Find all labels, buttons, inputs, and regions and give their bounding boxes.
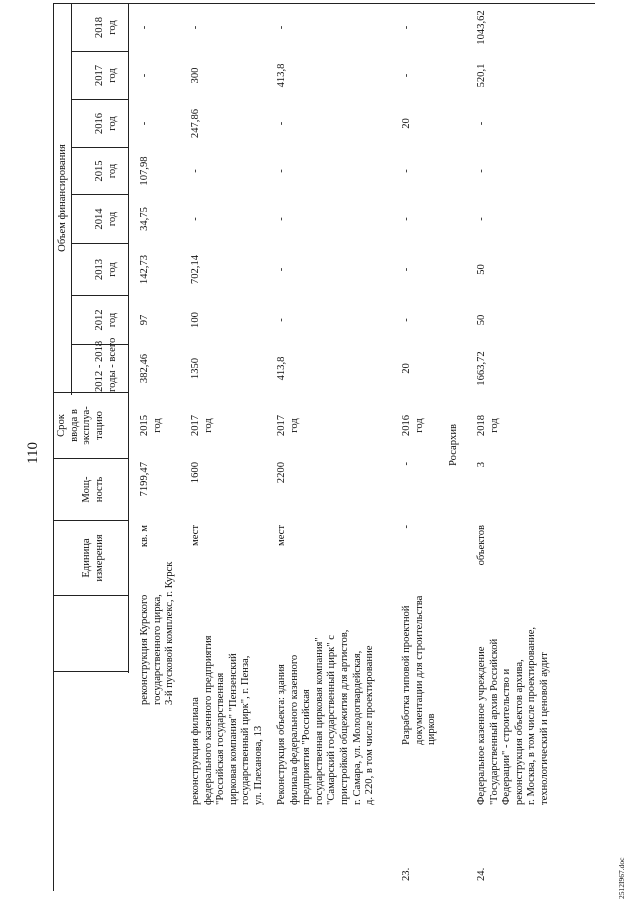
header-year-2014: 2014 год bbox=[94, 208, 118, 230]
page-number: 110 bbox=[25, 442, 41, 464]
row-year-2013: 702,14 bbox=[190, 254, 201, 285]
row-total: 1663,72 bbox=[476, 351, 487, 386]
row-total: 413,8 bbox=[276, 356, 287, 381]
header-year-2015: 2015 год bbox=[94, 160, 118, 182]
row-year-2017: 413,8 bbox=[276, 63, 287, 88]
row-deadline: 2017 год bbox=[276, 414, 300, 437]
row-deadline: 2017 год bbox=[190, 414, 214, 437]
row-year-2015: - bbox=[476, 169, 487, 173]
row-year-2016: - bbox=[476, 121, 487, 126]
row-unit: - bbox=[401, 525, 412, 529]
row-total: 382,46 bbox=[139, 353, 150, 384]
row-year-2016: - bbox=[139, 121, 150, 126]
row-name: Федеральное казенное учреждение "Государственный архив Российской Федерации" - строительство и реконструкция объектов архива, г. Москва, в том числе проектирование, технологический и ценовой аудит bbox=[476, 626, 550, 805]
row-year-2017: - bbox=[401, 73, 412, 78]
header-year-2013: 2013 год bbox=[94, 258, 118, 281]
row-unit: кв. м bbox=[139, 525, 150, 548]
row-year-2016: 247,86 bbox=[190, 108, 201, 139]
row-total: 20 bbox=[401, 363, 412, 374]
row-deadline: 2015 год bbox=[139, 414, 163, 437]
header-total: 2012 - 2018 годы - всего bbox=[94, 337, 118, 392]
row-year-2012: 97 bbox=[139, 314, 150, 326]
row-capacity: 3 bbox=[476, 462, 487, 468]
row-year-2014: - bbox=[190, 217, 201, 221]
row-year-2013: - bbox=[276, 267, 287, 272]
row-year-2018: - bbox=[139, 25, 150, 30]
row-year-2017: 300 bbox=[190, 67, 201, 84]
row-year-2012: - bbox=[276, 318, 287, 322]
row-capacity: - bbox=[401, 462, 412, 466]
row-capacity: 2200 bbox=[276, 462, 287, 484]
row-unit: мест bbox=[276, 525, 287, 547]
row-unit: мест bbox=[190, 525, 201, 547]
header-unit: Единица измерения bbox=[81, 534, 105, 582]
row-year-2014: 34,75 bbox=[139, 207, 150, 231]
row-year-2012: - bbox=[401, 318, 412, 322]
row-name: реконструкция филиала федерального казенного предприятия "Российская государственная цирковая компания" "Пензенский государственный цирк", г. Пенза, ул. Плеханова, 13 bbox=[190, 635, 264, 805]
row-year-2015: - bbox=[190, 169, 201, 173]
row-name: Реконструкция объекта: здания филиала федерального казенного предприятия "Российская государственная цирковая компания" "Самарский государственный цирк" с пристройкой общежития для артистов, г. Самара, ул. Молодогвардейская, д. 220, в том числе проектирование bbox=[276, 629, 376, 805]
row-capacity: 1600 bbox=[190, 462, 201, 484]
row-year-2016: - bbox=[276, 121, 287, 126]
row-capacity: 7199,47 bbox=[139, 462, 150, 497]
row-year-2017: - bbox=[139, 73, 150, 78]
row-year-2015: - bbox=[276, 169, 287, 173]
section-heading-rosarchiv: Росархив bbox=[448, 424, 459, 466]
row-year-2018: - bbox=[401, 25, 412, 30]
row-deadline: 2018 год bbox=[476, 414, 500, 437]
row-year-2012: 100 bbox=[190, 312, 201, 328]
row-year-2014: - bbox=[401, 217, 412, 221]
row-year-2016: 20 bbox=[401, 118, 412, 129]
row-year-2013: 142,73 bbox=[139, 254, 150, 285]
row-number: 23. bbox=[401, 867, 412, 881]
row-year-2018: - bbox=[190, 25, 201, 30]
row-name: Разработка типовой проектной документации для строительства цирков bbox=[401, 595, 438, 745]
row-year-2017: 520,1 bbox=[476, 63, 487, 88]
header-year-2016: 2016 год bbox=[94, 112, 118, 135]
header-year-2017: 2017 год bbox=[94, 64, 118, 87]
row-total: 1350 bbox=[190, 357, 201, 380]
row-year-2013: - bbox=[401, 267, 412, 272]
header-financing: Объем финансирования bbox=[57, 144, 68, 252]
row-year-2015: - bbox=[401, 169, 412, 173]
row-year-2018: - bbox=[276, 25, 287, 30]
row-year-2015: 107,98 bbox=[139, 156, 150, 186]
row-year-2013: 50 bbox=[476, 264, 487, 275]
row-number: 24. bbox=[476, 867, 487, 881]
row-name: реконструкция Курского государственного цирка, 3-й пусковой комплекс, г. Курск bbox=[139, 561, 176, 705]
doc-footer: 2512I967.doc bbox=[617, 857, 626, 899]
row-year-2012: 50 bbox=[476, 314, 487, 326]
header-year-2018: 2018 год bbox=[94, 16, 118, 39]
row-deadline: 2016 год bbox=[401, 414, 425, 437]
row-year-2018: 1043,62 bbox=[476, 10, 487, 45]
row-year-2014: - bbox=[476, 217, 487, 221]
header-deadline: Срок ввода в эксплуа- тацию bbox=[56, 406, 105, 445]
header-capacity: Мощ- ность bbox=[81, 476, 105, 503]
header-year-2012: 2012 год bbox=[94, 309, 118, 331]
row-year-2014: - bbox=[276, 217, 287, 221]
row-unit: объектов bbox=[476, 525, 487, 566]
